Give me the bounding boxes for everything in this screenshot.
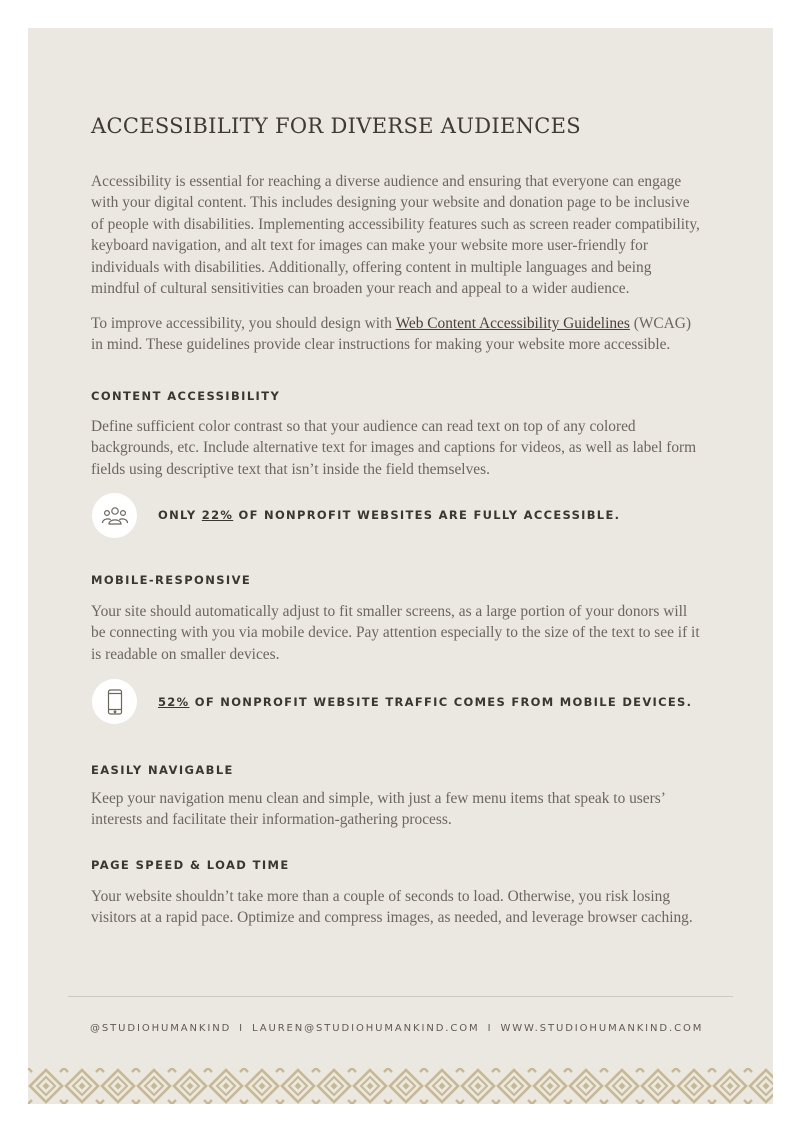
stat-suffix: OF NONPROFIT WEBSITES ARE FULLY ACCESSIBLE. [233, 508, 621, 522]
stat-suffix: OF NONPROFIT WEBSITE TRAFFIC COMES FROM MOBILE DEVICES. [189, 695, 693, 709]
footer-handle[interactable]: @STUDIOHUMANKIND [90, 1023, 232, 1034]
decorative-diamond-pattern [28, 1068, 773, 1104]
footer-separator: I [487, 1023, 493, 1034]
wcag-text-before: To improve accessibility, you should design with [91, 315, 396, 332]
section-body-page-speed: Your website shouldn’t take more than a couple of seconds to load. Otherwise, you risk losing visitors at a rapid pace. Optimize and compress images, as needed, and leverage browser caching. [91, 888, 693, 927]
wcag-text-after: (WCAG) in mind. These guidelines provide clear instructions for making your website more accessible. [91, 315, 691, 354]
section-heading-mobile-responsive: MOBILE-RESPONSIVE [91, 573, 252, 587]
section-body-content-accessibility: Define sufficient color contrast so that your audience can read text on top of any colored backgrounds, etc. Include alternative text for images and captions for videos, as well as label form fields using descriptive text that isn’t inside the field themselves. [91, 418, 697, 478]
stat-icon-circle [92, 679, 137, 724]
stat-prefix: ONLY [158, 508, 202, 522]
stat-value: 22% [201, 508, 234, 522]
document-page [28, 28, 773, 1104]
stat-icon-circle [92, 493, 137, 538]
page-title: ACCESSIBILITY FOR DIVERSE AUDIENCES [91, 114, 581, 138]
wcag-guidelines-link[interactable]: Web Content Accessibility Guidelines [395, 315, 630, 332]
mobile-phone-icon [107, 689, 123, 715]
section-heading-easily-navigable: EASILY NAVIGABLE [91, 763, 234, 777]
wcag-paragraph [91, 313, 701, 356]
section-heading-content-accessibility: CONTENT ACCESSIBILITY [91, 389, 281, 403]
stat-accessibility [158, 508, 620, 522]
section-body-easily-navigable: Keep your navigation menu clean and simple, with just a few menu items that speak to users’ interests and facilitate their information-gathering process. [91, 790, 665, 829]
stat-mobile-traffic [158, 695, 692, 709]
stat-value: 52% [158, 695, 190, 709]
people-group-icon [101, 505, 129, 527]
footer-divider [68, 996, 733, 997]
footer-contact-line [90, 1023, 703, 1034]
footer-email[interactable]: LAUREN@STUDIOHUMANKIND.COM [252, 1023, 480, 1034]
footer-website[interactable]: WWW.STUDIOHUMANKIND.COM [500, 1023, 704, 1034]
section-heading-page-speed: PAGE SPEED & LOAD TIME [91, 858, 290, 872]
section-body-mobile-responsive: Your site should automatically adjust to fit smaller screens, as a large portion of your donors will be connecting with you via mobile device. Pay attention especially to the size of the text to see if it is readable on smaller devices. [91, 603, 700, 663]
intro-paragraph: Accessibility is essential for reaching a diverse audience and ensuring that everyone can engage with your digital content. This includes designing your website and donation page to be inclusive of people with disabilities. Implementing accessibility features such as screen reader compatibility, keyboard navigation, and alt text for images can make your website more user-friendly for individuals with disabilities. Additionally, offering content in multiple languages and being mindful of cultural sensitivities can broaden your reach and appeal to a wider audience. [91, 173, 700, 298]
footer-separator: I [239, 1023, 245, 1034]
